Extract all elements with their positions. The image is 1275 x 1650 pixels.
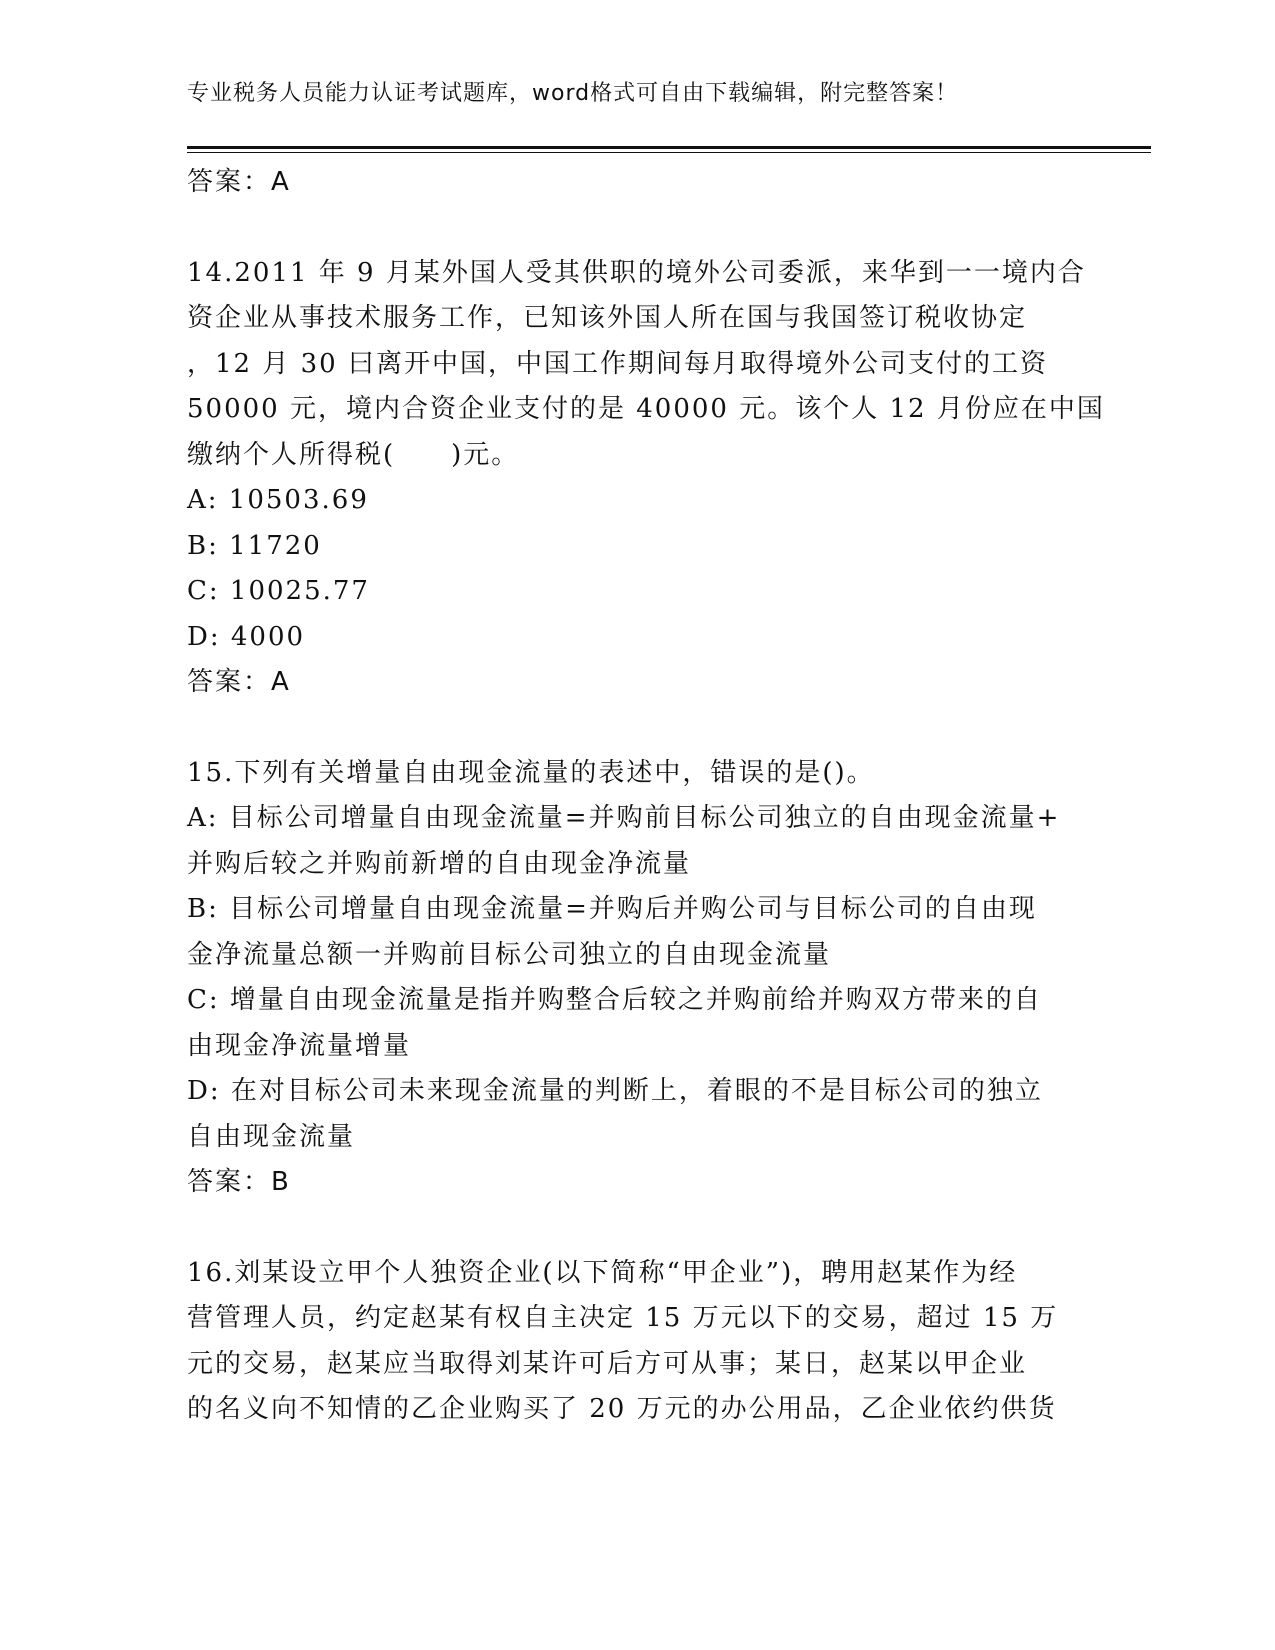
q14-answer: 答案：A	[187, 667, 291, 697]
q15-option-c-cont: 由现金净流量增量	[187, 1030, 412, 1061]
spacer	[187, 1206, 1087, 1251]
q14-stem-line: 50000 元，境内合资企业支付的是 40000 元。该个人 12 月份应在中国	[187, 394, 1105, 424]
q14-option-c: C: 10025.77	[187, 576, 370, 606]
q15-stem: 15.下列有关增量自由现金流量的表述中，错误的是()。	[187, 757, 875, 788]
q16-stem-line: 元的交易，赵某应当取得刘某许可后方可从事；某日，赵某以甲企业	[187, 1348, 1028, 1379]
question-14	[187, 251, 1105, 706]
spacer	[187, 206, 1087, 251]
q14-stem-line: ，12 月 30 曰离开中国，中国工作期间每月取得境外公司支付的工资	[187, 348, 1048, 379]
q14-option-d: D: 4000	[187, 621, 306, 652]
q16-stem-line: 的名义向不知情的乙企业购买了 20 万元的办公用品，乙企业依约供货	[187, 1394, 1057, 1424]
q13-answer: 答案：A	[187, 167, 291, 197]
q14-stem-line: 缴纳个人所得税( )元。	[187, 439, 520, 470]
q15-answer: 答案：B	[187, 1167, 291, 1197]
q15-option-a-cont: 并购后较之并购前新增的自由现金净流量	[187, 848, 692, 879]
q15-option-b: B: 目标公司增量自由现金流量=并购后并购公司与目标公司的自由现	[187, 894, 1037, 924]
q14-option-a: A: 10503.69	[187, 485, 369, 515]
q15-option-c: C: 增量自由现金流量是指并购整合后较之并购前给并购双方带来的自	[187, 985, 1042, 1015]
header-rule-thick	[187, 146, 1151, 149]
q15-option-a: A: 目标公司增量自由现金流量=并购前目标公司独立的自由现金流量+	[187, 803, 1061, 833]
document-body	[187, 160, 1105, 1433]
question-15	[187, 751, 1087, 1206]
question-16	[187, 1251, 1087, 1433]
q14-option-b: B: 11720	[187, 530, 322, 561]
spacer	[187, 706, 1087, 751]
q15-option-d-cont: 自由现金流量	[187, 1121, 356, 1152]
q14-stem-line: 资企业从事技术服务工作，已知该外国人所在国与我国签订税收协定	[187, 303, 1028, 333]
header-rule-thin	[187, 152, 1151, 153]
q16-stem-line: 16.刘某设立甲个人独资企业(以下简称“甲企业”)，聘用赵某作为经	[187, 1257, 1018, 1288]
q15-option-b-cont: 金净流量总额一并购前目标公司独立的自由现金流量	[187, 939, 832, 970]
q16-stem-line: 营管理人员，约定赵某有权自主决定 15 万元以下的交易，超过 15 万	[187, 1303, 1059, 1333]
q14-stem-line: 14.2011 年 9 月某外国人受其供职的境外公司委派，来华到一一境内合	[187, 257, 1086, 288]
header-note: 专业税务人员能力认证考试题库，word格式可自由下载编辑，附完整答案！	[187, 81, 959, 106]
q15-option-d: D: 在对目标公司未来现金流量的判断上，着眼的不是目标公司的独立	[187, 1076, 1043, 1106]
